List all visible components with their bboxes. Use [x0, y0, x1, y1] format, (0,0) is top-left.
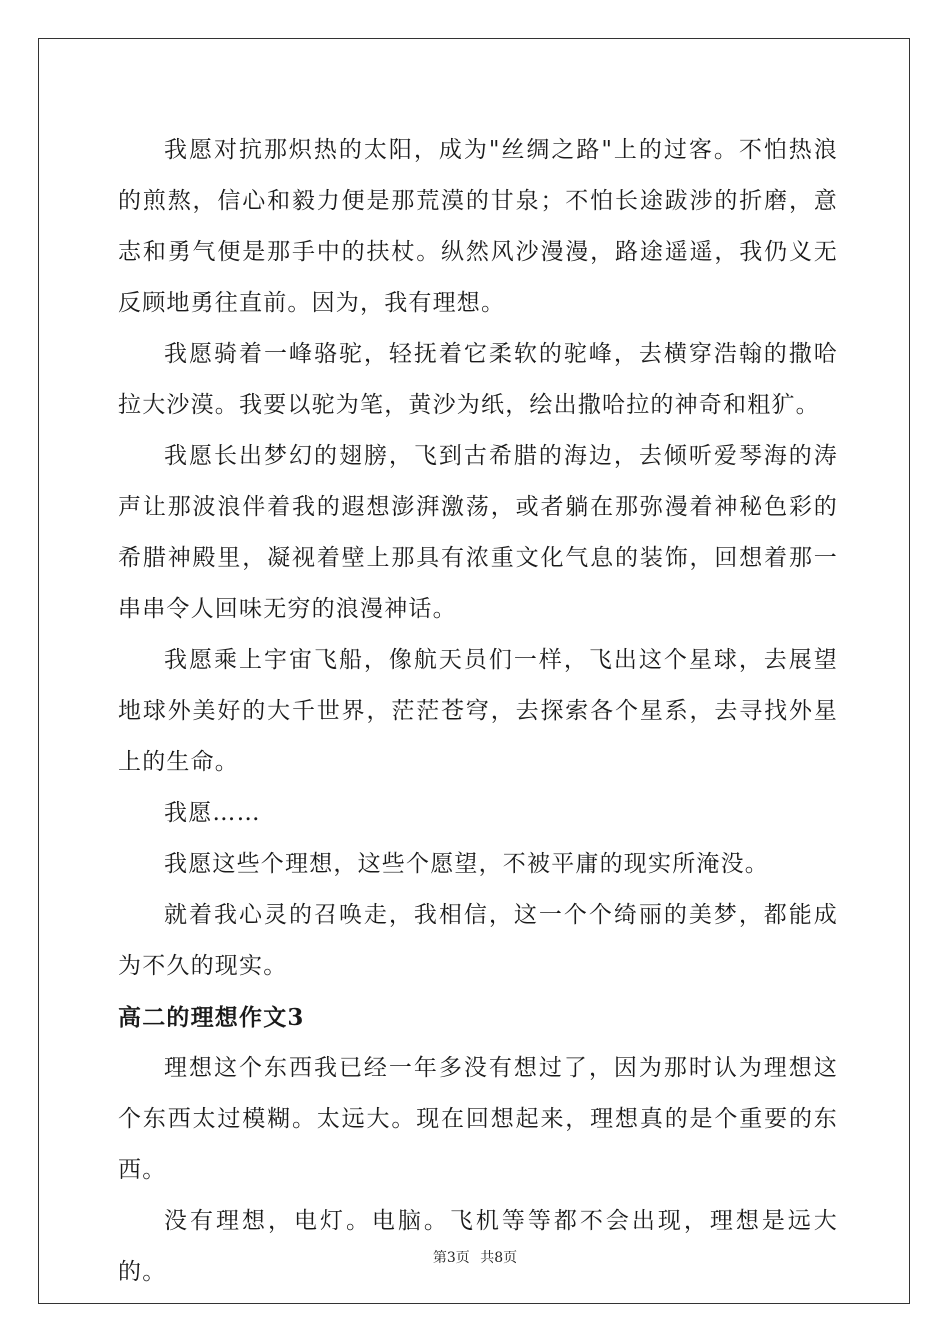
- paragraph-3: 我愿长出梦幻的翅膀，飞到古希腊的海边，去倾听爱琴海的涛声让那波浪伴着我的遐想澎湃激荡，或者躺在那弥漫着神秘色彩的希腊神殿里，凝视着壁上那具有浓重文化气息的装饰，回想着那一串串令人回味无穷的浪漫神话。: [118, 443, 838, 622]
- section-heading: 高二的理想作文3: [118, 1004, 305, 1031]
- paragraph-8: 理想这个东西我已经一年多没有想过了，因为那时认为理想这个东西太过模糊。太远大。现在回想起来，理想真的是个重要的东西。: [118, 1055, 838, 1183]
- paragraph-2: 我愿骑着一峰骆驼，轻抚着它柔软的驼峰，去横穿浩翰的撒哈拉大沙漠。我要以驼为笔，黄沙为纸，绘出撒哈拉的神奇和粗犷。: [118, 341, 838, 418]
- paragraph-1: 我愿对抗那炽热的太阳，成为"丝绸之路"上的过客。不怕热浪的煎熬，信心和毅力便是那荒漠的甘泉；不怕长途跋涉的折磨，意志和勇气便是那手中的扶杖。纵然风沙漫漫，路途遥遥，我仍义无反顾地勇往直前。因为，我有理想。: [118, 137, 838, 316]
- paragraph-5: 我愿……: [164, 800, 261, 826]
- page-total: 共8页: [480, 1250, 518, 1266]
- paragraph-6: 我愿这些个理想，这些个愿望，不被平庸的现实所淹没。: [164, 851, 769, 877]
- document-body: [118, 125, 838, 1298]
- page-number: 第3页: [432, 1250, 470, 1266]
- paragraph-9: 没有理想，电灯。电脑。飞机等等都不会出现，理想是远大的。: [118, 1208, 838, 1285]
- paragraph-4: 我愿乘上宇宙飞船，像航天员们一样，飞出这个星球，去展望地球外美好的大千世界，茫茫苍穹，去探索各个星系，去寻找外星上的生命。: [118, 647, 838, 775]
- paragraph-7: 就着我心灵的召唤走，我相信，这一个个绮丽的美梦，都能成为不久的现实。: [118, 902, 838, 979]
- page-footer: [0, 1247, 950, 1267]
